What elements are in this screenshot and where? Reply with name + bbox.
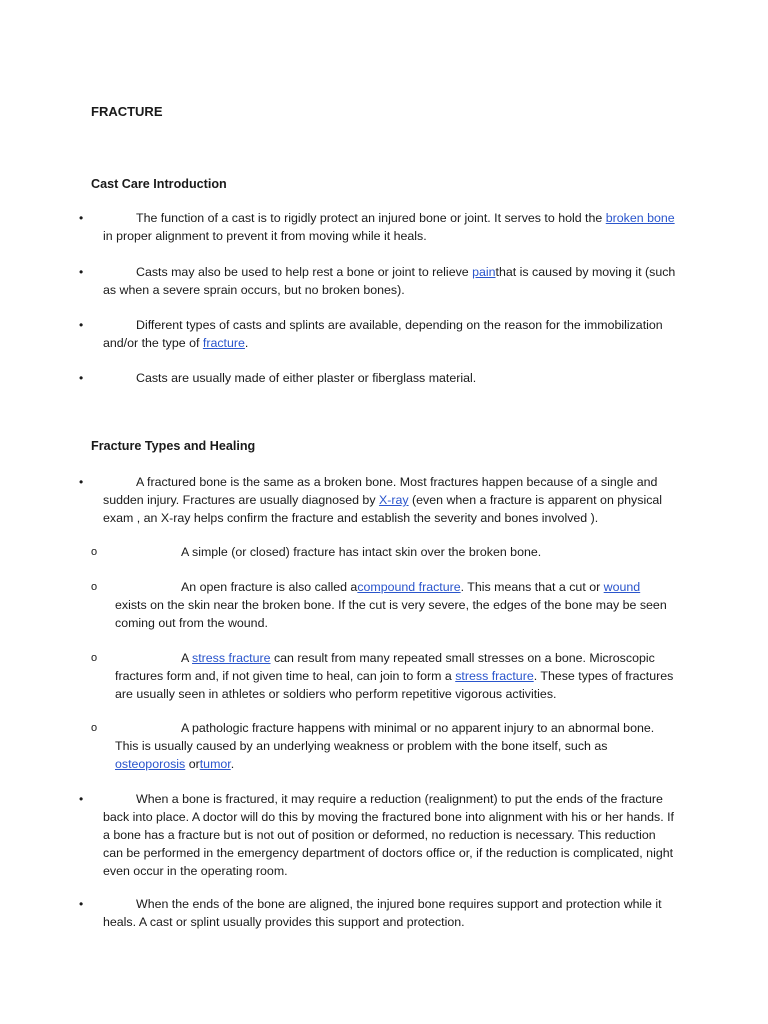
item-text: . (230, 757, 235, 771)
item-text: An open fracture is also called a (181, 580, 358, 594)
list-item (79, 473, 678, 527)
link-fracture[interactable]: fracture (202, 336, 245, 350)
link-wound[interactable]: wound (603, 580, 641, 594)
list-item (79, 316, 678, 352)
list-item (79, 895, 678, 931)
item-text: that is caused by moving it (such as when a severe sprain occurs, but no broken bones). (103, 265, 676, 297)
sub-list-item (91, 578, 675, 632)
bullet-disc: • (79, 475, 84, 489)
sub-list-item (91, 649, 675, 703)
list-item (79, 263, 678, 299)
item-text: can result from many repeated small stresses on a bone. Microscopic fractures form and, if not given time to heal, can join to form a (115, 651, 655, 683)
link-x-ray[interactable]: X-ray (378, 493, 409, 507)
item-text: When a bone is fractured, it may require a reduction (realignment) to put the ends of the fracture back into place. A doctor will do this by moving the fractured bone into alignment with his or her hands. If a bone has a fracture but is not out of position or deformed, no reduction is necessary. This reduction can be performed in the emergency department of doctors office or, if the reduction is complicated, night even occur in the operating room. (103, 792, 674, 878)
section-heading-cast-care: Cast Care Introduction (91, 177, 227, 191)
sub-list-item (91, 719, 675, 773)
item-text: (even when a fracture is apparent on physical exam , an X-ray helps confirm the fracture and establish the severity and bones involved ). (103, 493, 663, 525)
item-text: in proper alignment to prevent it from moving while it heals. (103, 229, 427, 243)
list-item (79, 209, 678, 245)
link-pain[interactable]: pain (472, 265, 496, 279)
bullet-disc: • (79, 897, 84, 911)
bullet-disc: • (79, 265, 84, 279)
item-text: exists on the skin near the broken bone. If the cut is very severe, the edges of the bone may be seen coming out from the wound. (115, 598, 667, 630)
item-text: The function of a cast is to rigidly protect an injured bone or joint. It serves to hold the (136, 211, 606, 225)
bullet-disc: • (79, 211, 84, 225)
item-text: . This means that a cut or (460, 580, 604, 594)
bullet-disc: • (79, 371, 84, 385)
item-text: A simple (or closed) fracture has intact skin over the broken bone. (181, 545, 542, 559)
item-text: Different types of casts and splints are available, depending on the reason for the immobilization and/or the type of (103, 318, 663, 350)
link-tumor[interactable]: tumor (199, 757, 231, 771)
bullet-disc: • (79, 792, 84, 806)
item-text: Casts are usually made of either plaster or fiberglass material. (136, 371, 477, 385)
bullet-circle: o (91, 546, 98, 558)
link-compound-fracture[interactable]: compound fracture (357, 580, 461, 594)
bullet-circle: o (91, 722, 98, 734)
list-item (79, 790, 678, 880)
bullet-circle: o (91, 652, 98, 664)
link-osteoporosis[interactable]: osteoporosis (115, 757, 186, 771)
list-item (79, 369, 678, 387)
item-text: . These types of fractures are usually seen in athletes or soldiers who perform repetitive vigorous activities. (115, 669, 674, 701)
item-text: or (185, 757, 200, 771)
link-broken-bone[interactable]: broken bone (605, 211, 675, 225)
item-text: . (244, 336, 249, 350)
item-text: A pathologic fracture happens with minimal or no apparent injury to an abnormal bone. This is usually caused by an underlying weakness or problem with the bone itself, such as (115, 721, 655, 753)
document-title: FRACTURE (91, 104, 163, 119)
link-stress-fracture[interactable]: stress fracture (192, 651, 271, 665)
bullet-disc: • (79, 318, 84, 332)
sub-list-item (91, 543, 675, 561)
item-text: When the ends of the bone are aligned, the injured bone requires support and protection while it heals. A cast or splint usually provides this support and protection. (103, 897, 662, 929)
item-text: Casts may also be used to help rest a bone or joint to relieve (136, 265, 473, 279)
item-text: A (181, 651, 193, 665)
section-heading-fracture-types: Fracture Types and Healing (91, 439, 256, 453)
bullet-circle: o (91, 581, 98, 593)
item-text: A fractured bone is the same as a broken bone. Most fractures happen because of a single and sudden injury. Fractures are usually diagnosed by (103, 475, 658, 507)
link-stress-fracture-2[interactable]: stress fracture (455, 669, 534, 683)
